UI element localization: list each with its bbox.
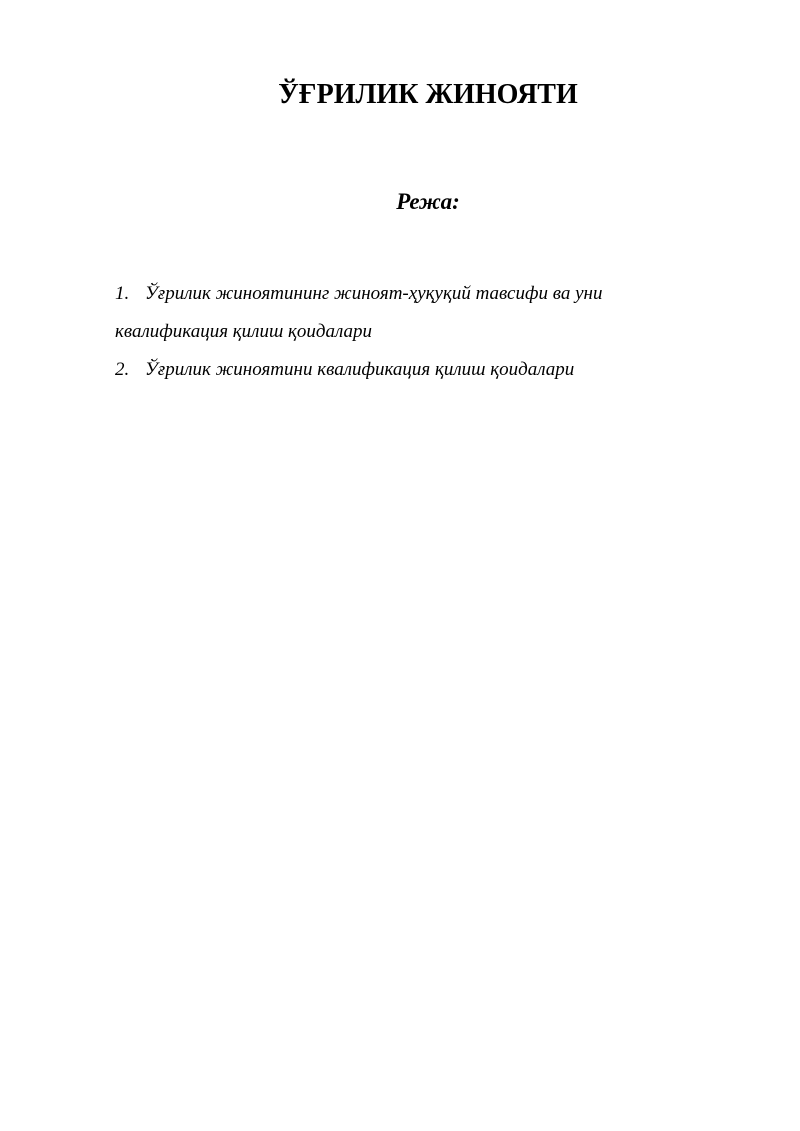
plan-item-1-text: Ўғрилик жиноятининг жиноят-ҳуқуқий тавсифи ва уни: [145, 283, 603, 304]
document-title: ЎҒРИЛИК ЖИНОЯТИ: [278, 79, 578, 110]
plan-item-1-line-1: [115, 275, 715, 313]
plan-item-1-number: 1.: [115, 283, 130, 304]
plan-item-2: [115, 351, 715, 389]
plan-item-2-line-1: [115, 351, 715, 389]
plan-item-2-text: Ўғрилик жиноятини квалификация қилиш қоидалари: [145, 359, 575, 380]
plan-heading: Режа:: [396, 189, 460, 214]
plan-item-1: [115, 275, 715, 351]
plan-list: [115, 275, 715, 389]
plan-item-1-line-2: квалификация қилиш қоидалари: [115, 321, 373, 342]
plan-item-2-number: 2.: [115, 359, 130, 380]
